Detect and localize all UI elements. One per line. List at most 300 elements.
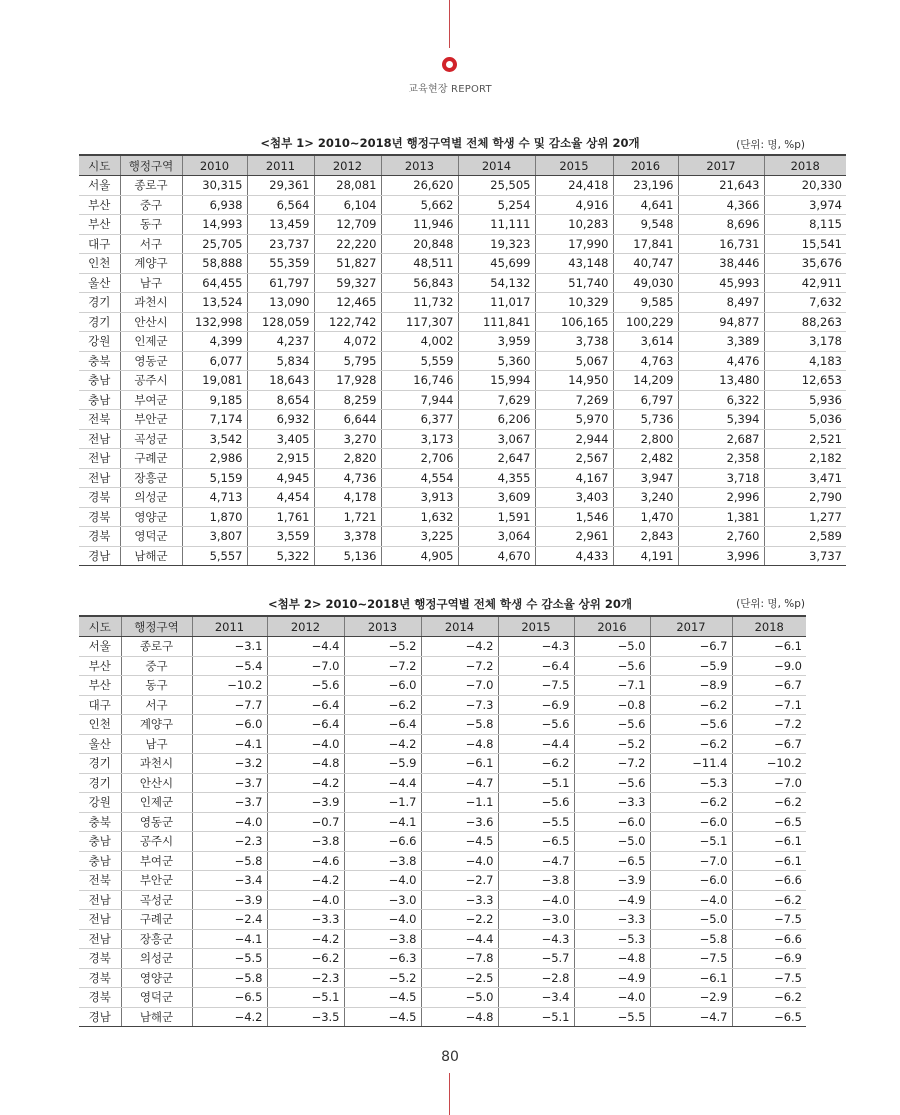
value-cell: 4,399 xyxy=(182,332,247,352)
value-cell: 1,721 xyxy=(314,507,381,527)
value-cell: −6.4 xyxy=(498,656,574,676)
region-cell: 서울 xyxy=(79,637,121,657)
value-cell: −4.9 xyxy=(574,890,650,910)
value-cell: 8,115 xyxy=(764,215,846,235)
value-cell: 64,455 xyxy=(182,273,247,293)
value-cell: −5.6 xyxy=(267,676,344,696)
table-row xyxy=(79,312,846,332)
value-cell: 25,505 xyxy=(458,176,535,196)
column-header: 2015 xyxy=(535,155,613,176)
value-cell: 2,358 xyxy=(678,449,764,469)
table-row xyxy=(79,1007,806,1027)
value-cell: 2,567 xyxy=(535,449,613,469)
value-cell: −6.6 xyxy=(732,871,806,891)
value-cell: 16,746 xyxy=(381,371,458,391)
value-cell: 2,760 xyxy=(678,527,764,547)
region-cell: 경기 xyxy=(79,773,121,793)
value-cell: 128,059 xyxy=(247,312,314,332)
value-cell: −7.0 xyxy=(732,773,806,793)
value-cell: 7,944 xyxy=(381,390,458,410)
value-cell: 8,654 xyxy=(247,390,314,410)
value-cell: 19,081 xyxy=(182,371,247,391)
region-cell: 부산 xyxy=(79,656,121,676)
column-header: 2018 xyxy=(764,155,846,176)
value-cell: 3,240 xyxy=(613,488,678,508)
value-cell: 94,877 xyxy=(678,312,764,332)
top-accent-line xyxy=(449,0,450,48)
table-row xyxy=(79,734,806,754)
column-header: 2011 xyxy=(247,155,314,176)
value-cell: 5,559 xyxy=(381,351,458,371)
value-cell: 14,209 xyxy=(613,371,678,391)
table-row xyxy=(79,773,806,793)
region-cell: 충남 xyxy=(79,851,121,871)
table-row xyxy=(79,968,806,988)
value-cell: 132,998 xyxy=(182,312,247,332)
value-cell: 7,632 xyxy=(764,293,846,313)
value-cell: −7.5 xyxy=(498,676,574,696)
value-cell: −6.9 xyxy=(732,949,806,969)
value-cell: −6.2 xyxy=(650,695,732,715)
value-cell: −6.5 xyxy=(192,988,267,1008)
value-cell: −1.1 xyxy=(421,793,498,813)
value-cell: 1,381 xyxy=(678,507,764,527)
value-cell: 2,182 xyxy=(764,449,846,469)
value-cell: 4,237 xyxy=(247,332,314,352)
value-cell: 4,476 xyxy=(678,351,764,371)
value-cell: −6.7 xyxy=(650,637,732,657)
bottom-accent-line xyxy=(449,1073,450,1115)
value-cell: −3.8 xyxy=(344,851,421,871)
region-cell: 전남 xyxy=(79,910,121,930)
value-cell: −4.1 xyxy=(192,734,267,754)
table-row xyxy=(79,390,846,410)
table-row xyxy=(79,488,846,508)
value-cell: 35,676 xyxy=(764,254,846,274)
value-cell: 2,961 xyxy=(535,527,613,547)
value-cell: −2.5 xyxy=(421,968,498,988)
district-cell: 서구 xyxy=(121,695,192,715)
table-row xyxy=(79,195,846,215)
value-cell: 30,315 xyxy=(182,176,247,196)
region-cell: 경남 xyxy=(79,1007,121,1027)
region-cell: 충남 xyxy=(79,390,120,410)
region-cell: 충남 xyxy=(79,371,120,391)
value-cell: −7.0 xyxy=(267,656,344,676)
section-label: 교육현장 REPORT xyxy=(408,84,492,95)
value-cell: −4.2 xyxy=(267,929,344,949)
district-cell: 인제군 xyxy=(120,332,182,352)
table-row xyxy=(79,273,846,293)
column-header: 2016 xyxy=(574,616,650,637)
value-cell: −7.3 xyxy=(421,695,498,715)
table-row xyxy=(79,676,806,696)
value-cell: −6.5 xyxy=(732,812,806,832)
table1-unit: (단위: 명, %p) xyxy=(736,139,805,151)
value-cell: 3,405 xyxy=(247,429,314,449)
district-cell: 서구 xyxy=(120,234,182,254)
table-row xyxy=(79,656,806,676)
value-cell: 3,542 xyxy=(182,429,247,449)
district-cell: 곡성군 xyxy=(121,890,192,910)
value-cell: −4.0 xyxy=(574,988,650,1008)
value-cell: −1.7 xyxy=(344,793,421,813)
column-header: 2012 xyxy=(267,616,344,637)
value-cell: −6.0 xyxy=(344,676,421,696)
value-cell: 5,736 xyxy=(613,410,678,430)
value-cell: 4,167 xyxy=(535,468,613,488)
value-cell: −7.1 xyxy=(574,676,650,696)
value-cell: 8,696 xyxy=(678,215,764,235)
value-cell: 1,470 xyxy=(613,507,678,527)
value-cell: 3,173 xyxy=(381,429,458,449)
value-cell: 18,643 xyxy=(247,371,314,391)
value-cell: 17,841 xyxy=(613,234,678,254)
value-cell: 3,996 xyxy=(678,546,764,566)
value-cell: −10.2 xyxy=(192,676,267,696)
value-cell: −4.4 xyxy=(498,734,574,754)
value-cell: −5.2 xyxy=(344,637,421,657)
district-cell: 구례군 xyxy=(121,910,192,930)
value-cell: 40,747 xyxy=(613,254,678,274)
value-cell: −7.7 xyxy=(192,695,267,715)
value-cell: 4,554 xyxy=(381,468,458,488)
value-cell: 4,366 xyxy=(678,195,764,215)
value-cell: 2,687 xyxy=(678,429,764,449)
value-cell: 1,761 xyxy=(247,507,314,527)
value-cell: 19,323 xyxy=(458,234,535,254)
value-cell: 4,916 xyxy=(535,195,613,215)
value-cell: −5.9 xyxy=(650,656,732,676)
value-cell: 17,990 xyxy=(535,234,613,254)
value-cell: 4,713 xyxy=(182,488,247,508)
value-cell: 4,454 xyxy=(247,488,314,508)
value-cell: 2,820 xyxy=(314,449,381,469)
value-cell: 3,807 xyxy=(182,527,247,547)
value-cell: 3,471 xyxy=(764,468,846,488)
region-cell: 울산 xyxy=(79,734,121,754)
value-cell: 2,843 xyxy=(613,527,678,547)
value-cell: 1,591 xyxy=(458,507,535,527)
column-header: 시도 xyxy=(79,155,120,176)
value-cell: −4.2 xyxy=(421,637,498,657)
value-cell: 51,827 xyxy=(314,254,381,274)
value-cell: 3,559 xyxy=(247,527,314,547)
value-cell: 56,843 xyxy=(381,273,458,293)
district-cell: 영양군 xyxy=(121,968,192,988)
value-cell: 12,709 xyxy=(314,215,381,235)
column-header: 2017 xyxy=(650,616,732,637)
value-cell: −5.0 xyxy=(574,637,650,657)
value-cell: −4.5 xyxy=(421,832,498,852)
value-cell: −5.6 xyxy=(650,715,732,735)
value-cell: 25,705 xyxy=(182,234,247,254)
value-cell: 3,270 xyxy=(314,429,381,449)
district-cell: 영덕군 xyxy=(120,527,182,547)
value-cell: 2,589 xyxy=(764,527,846,547)
value-cell: 1,277 xyxy=(764,507,846,527)
value-cell: 6,377 xyxy=(381,410,458,430)
region-cell: 전남 xyxy=(79,890,121,910)
district-cell: 남해군 xyxy=(121,1007,192,1027)
district-cell: 영동군 xyxy=(121,812,192,832)
table-row xyxy=(79,851,806,871)
value-cell: −6.2 xyxy=(732,890,806,910)
value-cell: −4.1 xyxy=(344,812,421,832)
district-cell: 영덕군 xyxy=(121,988,192,1008)
value-cell: 3,225 xyxy=(381,527,458,547)
table-row xyxy=(79,715,806,735)
value-cell: −5.1 xyxy=(267,988,344,1008)
value-cell: −4.4 xyxy=(267,637,344,657)
district-cell: 종로구 xyxy=(121,637,192,657)
value-cell: −5.2 xyxy=(574,734,650,754)
value-cell: 1,632 xyxy=(381,507,458,527)
value-cell: −5.0 xyxy=(421,988,498,1008)
value-cell: −4.3 xyxy=(498,929,574,949)
value-cell: 3,913 xyxy=(381,488,458,508)
value-cell: −4.7 xyxy=(498,851,574,871)
value-cell: 3,737 xyxy=(764,546,846,566)
value-cell: 2,790 xyxy=(764,488,846,508)
column-header: 2018 xyxy=(732,616,806,637)
value-cell: 29,361 xyxy=(247,176,314,196)
district-cell: 의성군 xyxy=(120,488,182,508)
value-cell: 4,763 xyxy=(613,351,678,371)
value-cell: 28,081 xyxy=(314,176,381,196)
value-cell: −3.1 xyxy=(192,637,267,657)
district-cell: 의성군 xyxy=(121,949,192,969)
value-cell: 4,945 xyxy=(247,468,314,488)
value-cell: 5,159 xyxy=(182,468,247,488)
value-cell: 5,662 xyxy=(381,195,458,215)
value-cell: −7.2 xyxy=(344,656,421,676)
value-cell: −6.0 xyxy=(650,871,732,891)
district-cell: 남해군 xyxy=(120,546,182,566)
value-cell: −6.2 xyxy=(650,734,732,754)
value-cell: 16,731 xyxy=(678,234,764,254)
value-cell: −7.1 xyxy=(732,695,806,715)
value-cell: −2.2 xyxy=(421,910,498,930)
value-cell: −4.1 xyxy=(192,929,267,949)
value-cell: −2.4 xyxy=(192,910,267,930)
value-cell: 13,459 xyxy=(247,215,314,235)
value-cell: −4.5 xyxy=(344,1007,421,1027)
region-cell: 경기 xyxy=(79,293,120,313)
region-cell: 전남 xyxy=(79,468,120,488)
value-cell: −3.9 xyxy=(192,890,267,910)
table-row xyxy=(79,449,846,469)
region-cell: 강원 xyxy=(79,332,120,352)
table-row xyxy=(79,429,846,449)
value-cell: −3.2 xyxy=(192,754,267,774)
value-cell: 4,736 xyxy=(314,468,381,488)
value-cell: 5,360 xyxy=(458,351,535,371)
value-cell: 6,932 xyxy=(247,410,314,430)
region-cell: 대구 xyxy=(79,695,121,715)
value-cell: 54,132 xyxy=(458,273,535,293)
value-cell: 5,936 xyxy=(764,390,846,410)
value-cell: −5.3 xyxy=(650,773,732,793)
value-cell: −6.0 xyxy=(192,715,267,735)
district-cell: 과천시 xyxy=(121,754,192,774)
value-cell: 23,196 xyxy=(613,176,678,196)
value-cell: −6.2 xyxy=(344,695,421,715)
value-cell: −4.7 xyxy=(650,1007,732,1027)
value-cell: 12,653 xyxy=(764,371,846,391)
value-cell: −6.1 xyxy=(732,637,806,657)
table-row xyxy=(79,176,846,196)
value-cell: 55,359 xyxy=(247,254,314,274)
value-cell: 5,795 xyxy=(314,351,381,371)
value-cell: −4.8 xyxy=(267,754,344,774)
value-cell: −5.1 xyxy=(498,1007,574,1027)
district-cell: 계양구 xyxy=(121,715,192,735)
value-cell: 2,521 xyxy=(764,429,846,449)
value-cell: 3,947 xyxy=(613,468,678,488)
value-cell: −8.9 xyxy=(650,676,732,696)
district-cell: 중구 xyxy=(120,195,182,215)
value-cell: −4.4 xyxy=(421,929,498,949)
region-cell: 경북 xyxy=(79,968,121,988)
value-cell: 2,482 xyxy=(613,449,678,469)
value-cell: −6.2 xyxy=(732,988,806,1008)
value-cell: −5.8 xyxy=(650,929,732,949)
value-cell: 22,220 xyxy=(314,234,381,254)
value-cell: 4,355 xyxy=(458,468,535,488)
value-cell: −3.3 xyxy=(574,793,650,813)
table-row xyxy=(79,351,846,371)
value-cell: −4.0 xyxy=(192,812,267,832)
value-cell: −9.0 xyxy=(732,656,806,676)
value-cell: 49,030 xyxy=(613,273,678,293)
value-cell: 3,959 xyxy=(458,332,535,352)
column-header: 2012 xyxy=(314,155,381,176)
value-cell: 61,797 xyxy=(247,273,314,293)
value-cell: −3.0 xyxy=(344,890,421,910)
region-cell: 전남 xyxy=(79,429,120,449)
value-cell: −6.2 xyxy=(267,949,344,969)
value-cell: −4.0 xyxy=(267,890,344,910)
value-cell: 11,946 xyxy=(381,215,458,235)
value-cell: −4.3 xyxy=(498,637,574,657)
table1-header-row xyxy=(79,155,846,176)
value-cell: −3.7 xyxy=(192,773,267,793)
value-cell: 6,104 xyxy=(314,195,381,215)
region-cell: 충북 xyxy=(79,812,121,832)
value-cell: 3,064 xyxy=(458,527,535,547)
value-cell: 2,915 xyxy=(247,449,314,469)
value-cell: 5,394 xyxy=(678,410,764,430)
value-cell: −3.3 xyxy=(574,910,650,930)
value-cell: −5.4 xyxy=(192,656,267,676)
value-cell: 111,841 xyxy=(458,312,535,332)
value-cell: −5.5 xyxy=(192,949,267,969)
value-cell: 9,585 xyxy=(613,293,678,313)
value-cell: 7,629 xyxy=(458,390,535,410)
table-row xyxy=(79,410,846,430)
region-cell: 충북 xyxy=(79,351,120,371)
value-cell: 15,541 xyxy=(764,234,846,254)
value-cell: 45,993 xyxy=(678,273,764,293)
table-row xyxy=(79,637,806,657)
value-cell: 3,738 xyxy=(535,332,613,352)
value-cell: −5.8 xyxy=(192,968,267,988)
value-cell: −6.7 xyxy=(732,676,806,696)
value-cell: 5,136 xyxy=(314,546,381,566)
district-cell: 인제군 xyxy=(121,793,192,813)
value-cell: −5.6 xyxy=(498,793,574,813)
value-cell: 14,993 xyxy=(182,215,247,235)
region-cell: 경북 xyxy=(79,488,120,508)
value-cell: 15,994 xyxy=(458,371,535,391)
table-row xyxy=(79,812,806,832)
value-cell: 4,641 xyxy=(613,195,678,215)
value-cell: −4.2 xyxy=(267,871,344,891)
district-cell: 계양구 xyxy=(120,254,182,274)
region-cell: 인천 xyxy=(79,254,120,274)
region-cell: 충남 xyxy=(79,832,121,852)
table-row xyxy=(79,793,806,813)
region-cell: 부산 xyxy=(79,195,120,215)
value-cell: −0.7 xyxy=(267,812,344,832)
value-cell: 43,148 xyxy=(535,254,613,274)
value-cell: 4,002 xyxy=(381,332,458,352)
column-header: 2017 xyxy=(678,155,764,176)
region-cell: 서울 xyxy=(79,176,120,196)
value-cell: −2.8 xyxy=(498,968,574,988)
page-number: 80 xyxy=(441,1049,459,1065)
district-cell: 동구 xyxy=(121,676,192,696)
value-cell: 3,178 xyxy=(764,332,846,352)
value-cell: −7.8 xyxy=(421,949,498,969)
value-cell: −5.5 xyxy=(574,1007,650,1027)
value-cell: 59,327 xyxy=(314,273,381,293)
region-cell: 경북 xyxy=(79,527,120,547)
value-cell: −0.8 xyxy=(574,695,650,715)
value-cell: 9,548 xyxy=(613,215,678,235)
value-cell: −5.3 xyxy=(574,929,650,949)
value-cell: 5,557 xyxy=(182,546,247,566)
value-cell: −7.5 xyxy=(732,910,806,930)
value-cell: −5.6 xyxy=(574,715,650,735)
value-cell: −4.9 xyxy=(574,968,650,988)
table-row xyxy=(79,371,846,391)
region-cell: 경기 xyxy=(79,312,120,332)
value-cell: 4,670 xyxy=(458,546,535,566)
value-cell: 7,174 xyxy=(182,410,247,430)
value-cell: 5,254 xyxy=(458,195,535,215)
value-cell: 11,111 xyxy=(458,215,535,235)
value-cell: 23,737 xyxy=(247,234,314,254)
value-cell: 8,497 xyxy=(678,293,764,313)
region-cell: 부산 xyxy=(79,676,121,696)
value-cell: −2.9 xyxy=(650,988,732,1008)
district-cell: 영양군 xyxy=(120,507,182,527)
value-cell: −3.8 xyxy=(498,871,574,891)
table1 xyxy=(79,154,846,566)
value-cell: 8,259 xyxy=(314,390,381,410)
value-cell: 24,418 xyxy=(535,176,613,196)
table2-title: <첨부 2> 2010~2018년 행정구역별 전체 학생 수 감소율 상위 20개 xyxy=(267,597,633,611)
value-cell: −6.5 xyxy=(732,1007,806,1027)
value-cell: 17,928 xyxy=(314,371,381,391)
table-row xyxy=(79,507,846,527)
value-cell: −3.3 xyxy=(421,890,498,910)
value-cell: −3.4 xyxy=(192,871,267,891)
table-row xyxy=(79,527,846,547)
column-header: 2016 xyxy=(613,155,678,176)
